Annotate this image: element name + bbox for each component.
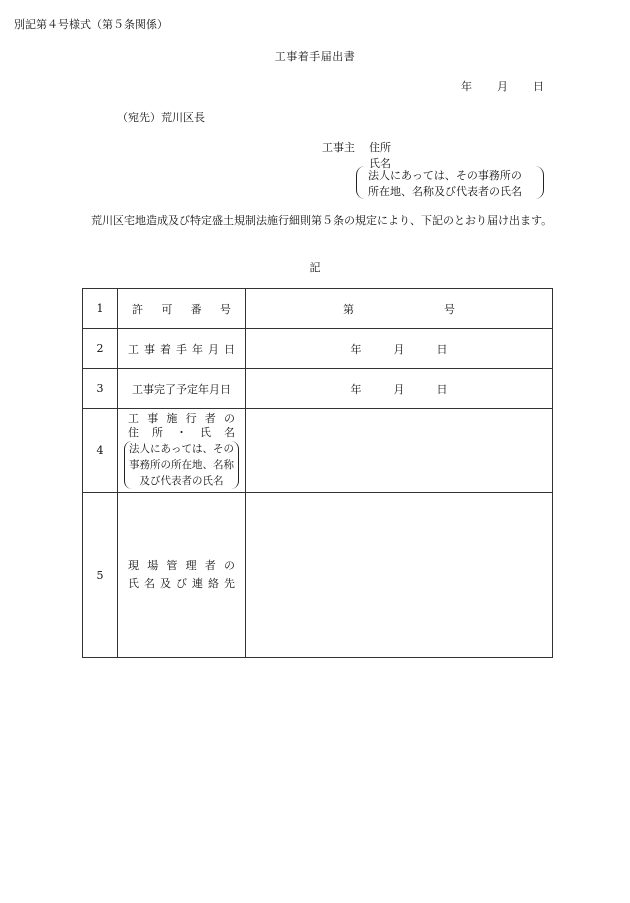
owner-note-line2: 所在地、名称及び代表者の氏名 — [368, 185, 522, 198]
date-year-label: 年 — [461, 80, 472, 93]
char: 所 — [152, 426, 163, 439]
date-month-label: 月 — [497, 80, 508, 93]
completion-date-label: 工事完了予定年月日 — [118, 369, 246, 409]
table-row — [83, 329, 553, 369]
char: 行 — [185, 412, 197, 425]
completion-date-field[interactable] — [246, 369, 553, 409]
char: 理 — [185, 559, 197, 572]
char: 名 — [224, 426, 235, 439]
body-text: 荒川区宅地造成及び特定盛土規制法施行細則第５条の規定により、下記のとおり届け出ます。 — [91, 214, 553, 227]
char: 者 — [204, 412, 216, 425]
char: 施 — [166, 412, 178, 425]
char: 名 — [144, 577, 155, 590]
char: 年 — [192, 342, 203, 356]
value-text: 年 — [350, 342, 362, 356]
value-text: 第 — [343, 302, 354, 316]
value-text: 日 — [436, 382, 448, 396]
row-number: 3 — [83, 369, 118, 409]
contractor-note-line1: 法人にあっては、その — [129, 443, 234, 455]
char: 住 — [128, 426, 139, 439]
char: 可 — [161, 302, 173, 316]
char: 及 — [160, 577, 171, 590]
char: の — [223, 559, 235, 572]
site-manager-field[interactable] — [246, 493, 553, 658]
char: ・ — [176, 426, 187, 439]
char: 許 — [132, 302, 143, 316]
char: 氏 — [200, 426, 211, 439]
owner-name-label: 氏名 — [369, 157, 391, 170]
table-row — [83, 289, 553, 329]
row-number: 2 — [83, 329, 118, 369]
owner-note-line1: 法人にあっては、その事務所の — [368, 169, 522, 182]
site-manager-label — [118, 493, 246, 658]
char: の — [223, 412, 235, 425]
char: び — [176, 577, 187, 590]
document-title: 工事着手届出書 — [274, 50, 356, 63]
char: 絡 — [208, 577, 219, 590]
value-text: 月 — [393, 342, 405, 356]
char: 現 — [128, 559, 139, 572]
char: 手 — [176, 342, 187, 356]
char: 事 — [147, 412, 159, 425]
char: 着 — [160, 342, 171, 356]
owner-note — [368, 168, 522, 200]
table-row — [83, 369, 553, 409]
value-text: 年 — [350, 382, 362, 396]
contractor-note-line3: 及び代表者の氏名 — [139, 475, 224, 487]
char: 日 — [224, 342, 235, 356]
table-row — [83, 493, 553, 658]
char: 工 — [128, 412, 139, 425]
char: 連 — [192, 577, 203, 590]
start-date-field[interactable] — [246, 329, 553, 369]
owner-address-label: 住所 — [369, 141, 391, 154]
permit-number-field[interactable] — [246, 289, 553, 329]
permit-number-label — [118, 289, 246, 329]
char: 場 — [147, 559, 159, 572]
value-text: 号 — [444, 302, 455, 316]
value-text: 月 — [393, 382, 405, 396]
char: 月 — [208, 342, 219, 356]
contractor-label — [118, 409, 246, 493]
form-number: 別記第４号様式（第５条関係） — [14, 18, 168, 31]
char: 氏 — [128, 577, 139, 590]
char: 番 — [190, 302, 202, 316]
contractor-note-line2: 事務所の所在地、名称 — [129, 459, 234, 471]
owner-label: 工事主 — [322, 141, 355, 154]
char: 先 — [224, 577, 235, 590]
char: 号 — [219, 302, 231, 316]
value-text: 日 — [436, 342, 448, 356]
char: 事 — [144, 342, 155, 356]
addressee: （宛先）荒川区長 — [117, 111, 205, 124]
row-number: 4 — [83, 409, 118, 493]
char: 工 — [128, 342, 139, 356]
row-number: 1 — [83, 289, 118, 329]
row-number: 5 — [83, 493, 118, 658]
contractor-note-bracket — [124, 441, 239, 489]
ki-heading: 記 — [309, 261, 321, 274]
table-row — [83, 409, 553, 493]
start-date-label — [118, 329, 246, 369]
form-table — [82, 288, 553, 658]
char: 管 — [166, 559, 178, 572]
contractor-field[interactable] — [246, 409, 553, 493]
date-day-label: 日 — [533, 80, 544, 93]
char: 者 — [204, 559, 216, 572]
